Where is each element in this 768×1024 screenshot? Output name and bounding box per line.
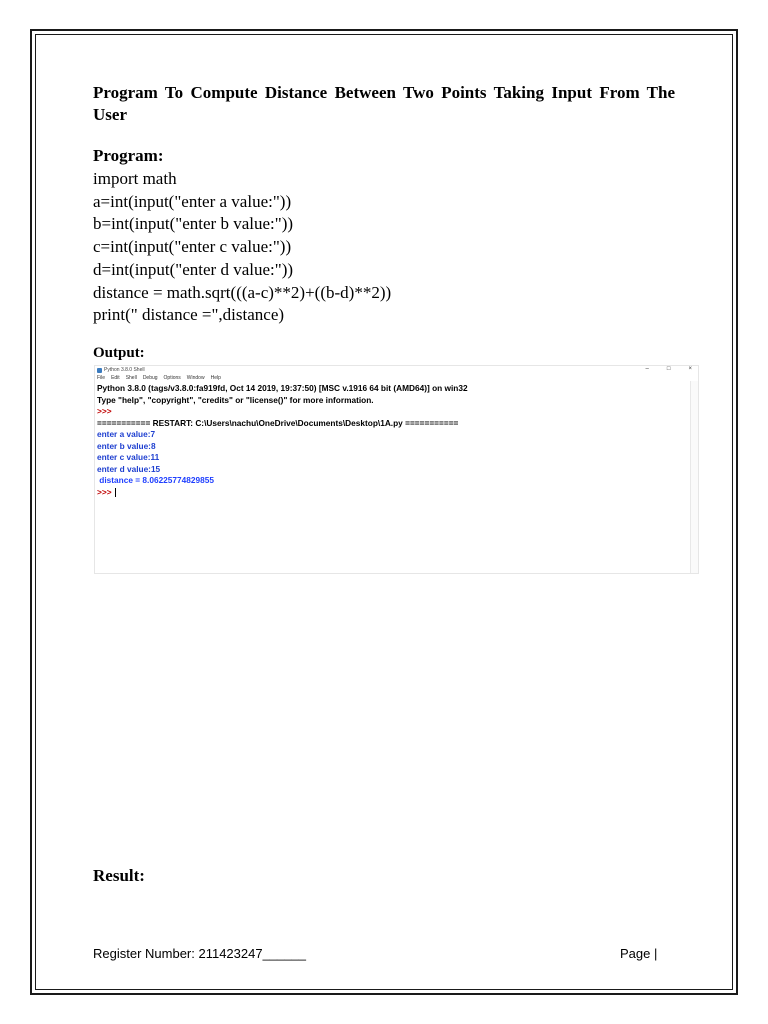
minimize-icon[interactable]: – [645,366,649,372]
code-line: d=int(input("enter d value:")) [93,259,294,279]
shell-line: distance = 8.06225774829855 [97,475,214,485]
register-number: Register Number: 211423247______ [93,946,306,961]
result-label: Result: [93,866,145,885]
document-title: Program To Compute Distance Between Two Points Taking Input From The User [93,83,675,124]
menu-item-help[interactable]: Help [210,374,221,381]
code-line: b=int(input("enter b value:")) [93,214,294,234]
shell-scrollbar[interactable] [690,381,698,573]
program-label: Program: [93,146,164,165]
python-icon [97,368,102,373]
menu-item-debug[interactable]: Debug [142,374,158,381]
window-controls [646,366,692,372]
code-line: a=int(input("enter a value:")) [93,191,292,211]
shell-line: enter c value:11 [97,452,160,462]
python-shell-screenshot [94,365,699,574]
shell-line: >>> [97,486,114,497]
shell-line: Type "help", "copyright", "credits" or "license()" for more information. [97,394,374,405]
text-cursor [115,488,116,497]
code-line: import math [93,169,177,188]
shell-window-title: Python 3.8.0 Shell [104,367,145,373]
menu-item-file[interactable]: File [97,374,106,381]
shell-line: enter d value:15 [97,463,161,474]
shell-output[interactable] [95,381,698,498]
code-line: print(" distance =",distance) [93,305,285,325]
menu-item-window[interactable]: Window [186,374,205,381]
shell-line: >>> [97,406,114,416]
output-label: Output: [93,345,145,361]
menu-item-edit[interactable]: Edit [111,374,120,381]
shell-line: enter b value:8 [97,440,156,451]
menu-item-shell[interactable]: Shell [125,374,137,381]
shell-line: Python 3.8.0 (tags/v3.8.0:fa919fd, Oct 14 2019, 19:37:50) [MSC v.1916 64 bit (AMD64)] on win32 [97,383,468,393]
close-icon[interactable]: × [688,366,692,372]
code-line: c=int(input("enter c value:")) [93,237,292,257]
code-block [93,168,391,327]
shell-titlebar [95,366,698,374]
code-line: distance = math.sqrt(((a-c)**2)+((b-d)**2)) [93,282,392,302]
page-number: Page | [620,946,658,961]
shell-line: =========== RESTART: C:\Users\nachu\OneDrive\Documents\Desktop\1A.py =========== [97,417,459,428]
shell-line: enter a value:7 [97,429,156,439]
shell-menubar [95,374,698,381]
menu-item-options[interactable]: Options [163,374,181,381]
maximize-icon[interactable]: □ [666,366,671,372]
